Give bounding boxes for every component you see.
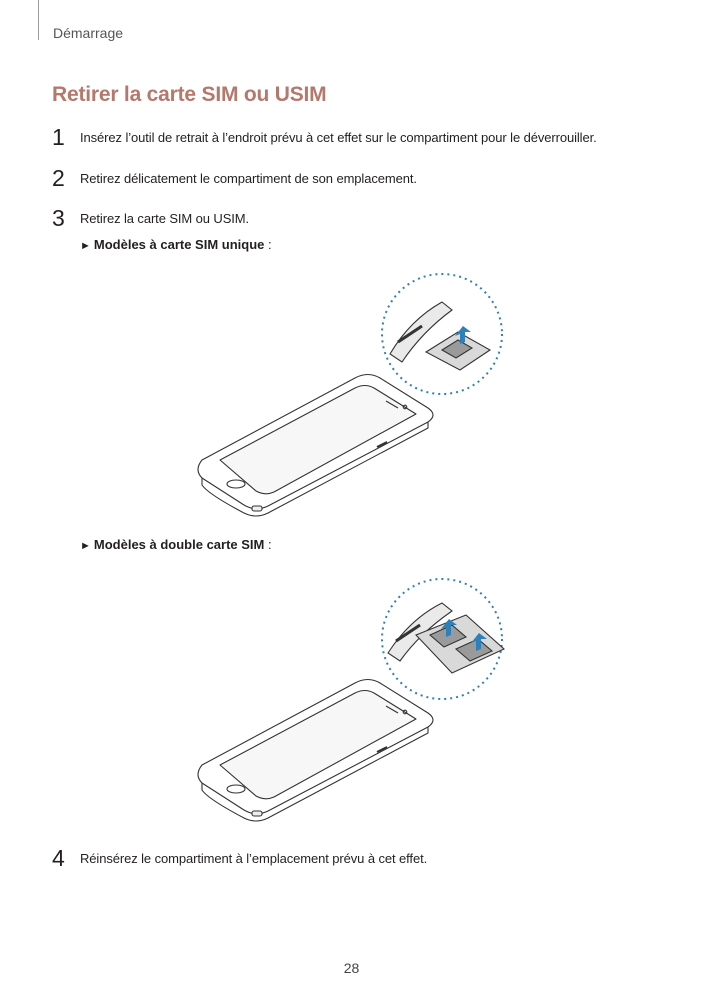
dual-sim-tray-illustration bbox=[190, 575, 520, 825]
model-name: Modèles à double carte SIM bbox=[93, 537, 265, 552]
arrow-right-icon: ► bbox=[80, 240, 91, 252]
step-text: Insérez l’outil de retrait à l’endroit prévu à cet effet sur le compartiment pour le déverrouiller. bbox=[80, 130, 597, 145]
step-number: 1 bbox=[52, 124, 65, 150]
step-number: 2 bbox=[52, 165, 65, 191]
step-text: Retirez délicatement le compartiment de son emplacement. bbox=[80, 171, 417, 186]
step-1 bbox=[52, 124, 597, 150]
arrow-right-icon: ► bbox=[80, 540, 91, 552]
step-2 bbox=[52, 165, 417, 191]
model-name: Modèles à carte SIM unique bbox=[93, 237, 265, 252]
page-number: 28 bbox=[343, 960, 360, 976]
model-label-dual-sim bbox=[80, 537, 272, 552]
single-sim-tray-illustration bbox=[190, 270, 520, 520]
model-suffix: : bbox=[264, 237, 272, 252]
page-title: Retirer la carte SIM ou USIM bbox=[52, 83, 327, 106]
margin-rule bbox=[38, 0, 39, 40]
model-suffix: : bbox=[264, 537, 272, 552]
step-number: 4 bbox=[52, 845, 65, 871]
step-3 bbox=[52, 205, 249, 231]
section-header: Démarrage bbox=[53, 25, 124, 41]
step-text: Retirez la carte SIM ou USIM. bbox=[80, 211, 250, 226]
step-number: 3 bbox=[52, 205, 65, 231]
step-4 bbox=[52, 845, 427, 871]
model-label-single-sim bbox=[80, 237, 272, 252]
step-text: Réinsérez le compartiment à l’emplacement prévu à cet effet. bbox=[80, 851, 428, 866]
